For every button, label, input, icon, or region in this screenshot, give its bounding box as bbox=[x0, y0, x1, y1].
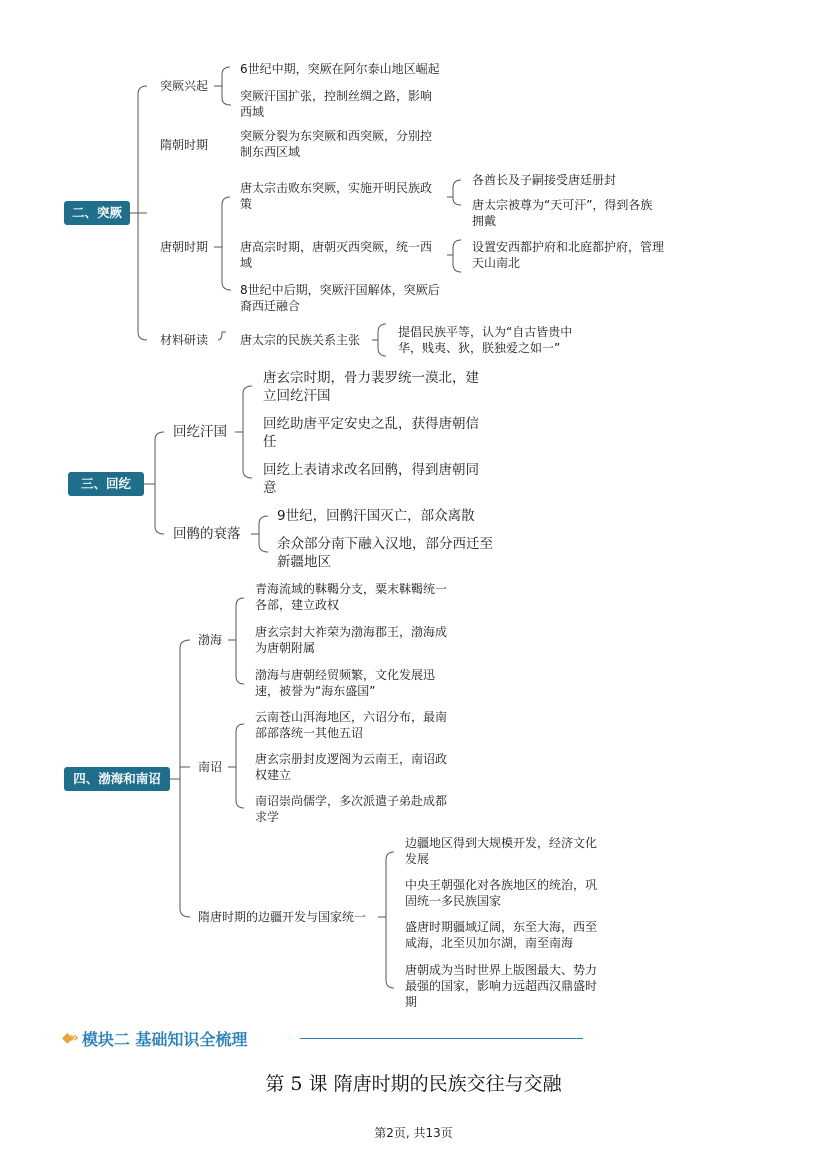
node-subitem: 提倡民族平等，认为“自古皆贵中 华，贱夷、狄，朕独爱之如一” bbox=[398, 325, 573, 355]
module-title: 模块二 基础知识全梳理 bbox=[81, 1029, 248, 1049]
node-label-decline: 回鹘的衰落 bbox=[173, 526, 241, 542]
node-item: 云南苍山洱海地区，六诏分布，最南 部部落统一其他五诏 bbox=[255, 710, 448, 740]
node-item: 6世纪中期，突厥在阿尔泰山地区崛起 bbox=[240, 62, 440, 76]
node-item: 回纥助唐平定安史之乱，获得唐朝信 任 bbox=[263, 416, 479, 450]
node-label-sui: 隋朝时期 bbox=[160, 138, 209, 152]
node-item: 8世纪中后期，突厥汗国解体，突厥后 裔西迁融合 bbox=[240, 283, 440, 313]
node-item: 突厥分裂为东突厥和西突厥，分别控 制东西区域 bbox=[240, 129, 433, 159]
node-item: 唐玄宗封大祚荣为渤海郡王，渤海成 为唐朝附属 bbox=[255, 625, 448, 655]
node-label-material: 材料研读 bbox=[160, 333, 209, 347]
node-item: 唐太宗的民族关系主张 bbox=[240, 333, 361, 347]
node-item: 盛唐时期疆域辽阔，东至大海，西至 咸海，北至贝加尔湖，南至南海 bbox=[405, 920, 598, 950]
node-item: 边疆地区得到大规模开发，经济文化 发展 bbox=[405, 836, 598, 866]
node-subitem: 设置安西都护府和北庭都护府，管理 天山南北 bbox=[472, 240, 665, 270]
diamond-chevron-icon: ◆» bbox=[62, 1030, 76, 1046]
module-heading bbox=[62, 1027, 247, 1049]
page-footer: 第2页, 共13页 bbox=[374, 1126, 453, 1140]
node-label-tang: 唐朝时期 bbox=[160, 240, 209, 254]
node-subitem: 各酋长及子嗣接受唐廷册封 bbox=[472, 173, 617, 187]
node-item: 突厥汗国扩张，控制丝绸之路，影响 西域 bbox=[240, 89, 433, 119]
node-item: 唐玄宗时期，骨力裴罗统一漠北，建 立回纥汗国 bbox=[263, 370, 479, 404]
section-badge-bohai-nanzhao: 四、渤海和南诏 bbox=[64, 767, 170, 791]
node-label-frontier: 隋唐时期的边疆开发与国家统一 bbox=[198, 910, 367, 924]
node-subitem: 唐太宗被尊为“天可汗”，得到各族 拥戴 bbox=[472, 198, 653, 228]
node-item: 唐太宗击败东突厥，实施开明民族政 策 bbox=[240, 181, 433, 211]
node-label-nanzhao: 南诏 bbox=[198, 760, 223, 774]
section-badge-huihe: 三、回纥 bbox=[68, 472, 144, 496]
node-item: 中央王朝强化对各族地区的统治，巩 固统一多民族国家 bbox=[405, 878, 598, 908]
node-label-rise: 突厥兴起 bbox=[160, 79, 209, 93]
node-item: 9世纪，回鹘汗国灭亡，部众离散 bbox=[277, 508, 475, 524]
node-item: 青海流域的靺鞨分支，粟末靺鞨统一 各部，建立政权 bbox=[255, 582, 448, 612]
node-label-bohai: 渤海 bbox=[198, 633, 223, 647]
module-divider bbox=[300, 1038, 583, 1039]
section-badge-tujue: 二、突厥 bbox=[64, 201, 130, 225]
node-item: 唐朝成为当时世界上版图最大、势力 最强的国家，影响力远超西汉鼎盛时 期 bbox=[405, 963, 598, 1009]
node-item: 余众部分南下融入汉地，部分西迁至 新疆地区 bbox=[277, 536, 493, 570]
node-item: 唐高宗时期，唐朝灭西突厥，统一西 域 bbox=[240, 240, 433, 270]
node-item: 唐玄宗册封皮逻阁为云南王，南诏政 权建立 bbox=[255, 752, 448, 782]
node-label-khanate: 回纥汗国 bbox=[173, 424, 227, 440]
node-item: 回纥上表请求改名回鹘，得到唐朝同 意 bbox=[263, 462, 479, 496]
node-item: 南诏崇尚儒学，多次派遣子弟赴成都 求学 bbox=[255, 794, 448, 824]
lesson-title: 第 5 课 隋唐时期的民族交往与交融 bbox=[265, 1073, 562, 1095]
node-item: 渤海与唐朝经贸频繁，文化发展迅 速，被誉为“海东盛国” bbox=[255, 668, 436, 698]
